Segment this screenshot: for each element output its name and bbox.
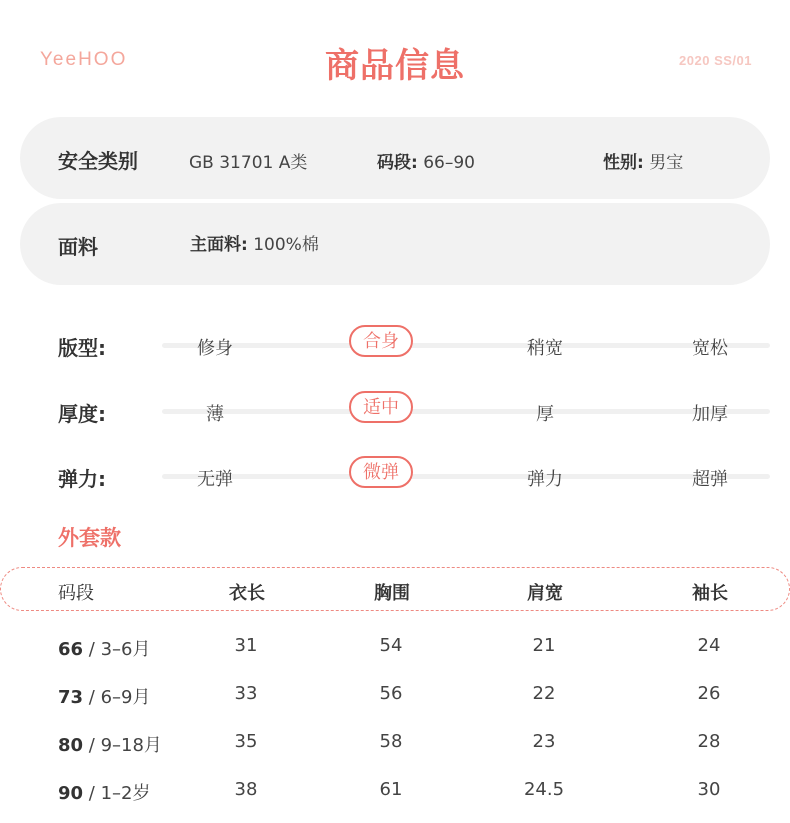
elasticity-option-none: 无弹 xyxy=(197,469,233,490)
page-title: 商品信息 xyxy=(325,46,465,86)
sleeve-cell: 30 xyxy=(697,779,721,800)
chest-cell: 54 xyxy=(379,635,403,656)
table-row xyxy=(0,779,790,809)
row-size-cell xyxy=(58,683,150,709)
thickness-option-extra-thick: 加厚 xyxy=(692,404,728,425)
gender-key: 性别: xyxy=(603,153,644,173)
thickness-label: 厚度: xyxy=(58,402,106,426)
sleeve-cell: 28 xyxy=(697,731,721,752)
length-cell: 38 xyxy=(234,779,258,800)
fit-row xyxy=(0,325,790,365)
thickness-option-thick: 厚 xyxy=(536,404,554,425)
size-number: 73 xyxy=(58,687,84,708)
header-length: 衣长 xyxy=(229,583,265,604)
fabric-label: 面料 xyxy=(58,235,98,259)
length-cell: 33 xyxy=(234,683,258,704)
elasticity-option-slight-selected: 微弹 xyxy=(349,456,413,488)
size-age: / 6–9月 xyxy=(83,687,151,708)
size-table-header xyxy=(0,567,790,611)
gender-value: 男宝 xyxy=(643,153,684,173)
gender-field xyxy=(603,148,683,173)
size-range-key: 码段: xyxy=(377,153,418,173)
sleeve-cell: 26 xyxy=(697,683,721,704)
table-row xyxy=(0,731,790,761)
table-row xyxy=(0,683,790,713)
size-number: 80 xyxy=(58,735,84,756)
chest-cell: 56 xyxy=(379,683,403,704)
main-fabric-field xyxy=(190,230,319,255)
thickness-scale-track xyxy=(162,409,770,414)
elasticity-row xyxy=(0,456,790,496)
header-shoulder: 肩宽 xyxy=(527,583,563,604)
shoulder-cell: 23 xyxy=(532,731,556,752)
fabric-info-box xyxy=(20,203,770,285)
main-fabric-value: 100%棉 xyxy=(247,235,319,255)
elasticity-option-super: 超弹 xyxy=(692,469,728,490)
length-cell: 35 xyxy=(234,731,258,752)
size-age: / 3–6月 xyxy=(83,639,151,660)
header-sleeve: 袖长 xyxy=(692,583,728,604)
header-chest: 胸围 xyxy=(374,583,410,604)
fit-label: 版型: xyxy=(58,336,106,360)
thickness-row xyxy=(0,391,790,431)
row-size-cell xyxy=(58,635,150,661)
elasticity-scale-track xyxy=(162,474,770,479)
shoulder-cell: 21 xyxy=(532,635,556,656)
shoulder-cell: 24.5 xyxy=(523,779,565,800)
fit-option-slim: 修身 xyxy=(197,338,233,359)
size-age: / 1–2岁 xyxy=(83,783,151,804)
main-fabric-key: 主面料: xyxy=(190,235,248,255)
chest-cell: 58 xyxy=(379,731,403,752)
size-range-field xyxy=(377,148,475,173)
fit-option-loose: 宽松 xyxy=(692,338,728,359)
fit-option-regular-selected: 合身 xyxy=(349,325,413,357)
brand-logo: YeeHOO xyxy=(40,49,128,70)
header-size: 码段 xyxy=(58,583,94,604)
fit-scale-track xyxy=(162,343,770,348)
safety-standard: GB 31701 A类 xyxy=(189,153,308,173)
size-table-title: 外套款 xyxy=(58,526,121,550)
chest-cell: 61 xyxy=(379,779,403,800)
fit-option-relaxed: 稍宽 xyxy=(527,338,563,359)
size-range-value: 66–90 xyxy=(417,153,475,173)
shoulder-cell: 22 xyxy=(532,683,556,704)
row-size-cell xyxy=(58,779,150,805)
sleeve-cell: 24 xyxy=(697,635,721,656)
thickness-option-medium-selected: 适中 xyxy=(349,391,413,423)
elasticity-label: 弹力: xyxy=(58,467,106,491)
table-row xyxy=(0,635,790,665)
safety-category-label: 安全类别 xyxy=(58,149,138,173)
size-age: / 9–18月 xyxy=(83,735,162,756)
elasticity-option-stretch: 弹力 xyxy=(527,469,563,490)
thickness-option-thin: 薄 xyxy=(206,404,224,425)
safety-info-box xyxy=(20,117,770,199)
size-number: 90 xyxy=(58,783,84,804)
length-cell: 31 xyxy=(234,635,258,656)
season-code: 2020 SS/01 xyxy=(679,53,752,68)
row-size-cell xyxy=(58,731,162,757)
size-number: 66 xyxy=(58,639,84,660)
